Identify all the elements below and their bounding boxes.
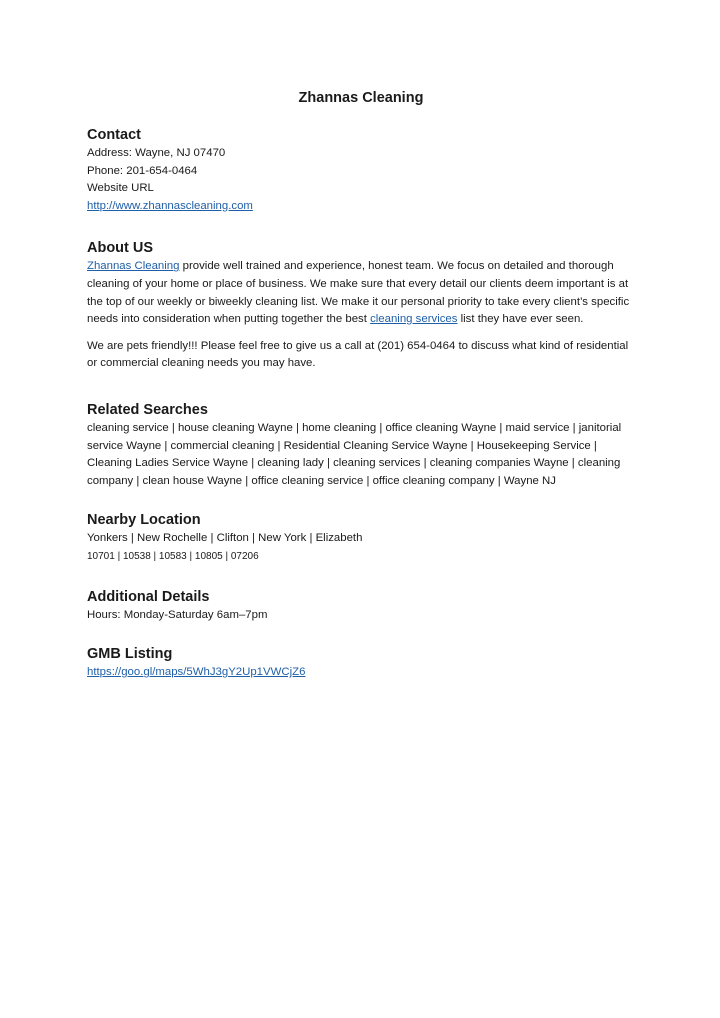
- gmb-link[interactable]: https://goo.gl/maps/5WhJ3gY2Up1VWCjZ6: [87, 666, 306, 679]
- about-paragraph-1-tail: list they have ever seen.: [457, 313, 584, 326]
- nearby-location-heading: Nearby Location: [87, 512, 201, 529]
- page-title: Zhannas Cleaning: [298, 90, 424, 106]
- cleaning-services-link[interactable]: cleaning services: [370, 313, 458, 326]
- nearby-location-section: [87, 510, 635, 565]
- related-searches-heading: Related Searches: [87, 401, 208, 418]
- contact-phone: Phone: 201-654-0464: [87, 164, 198, 177]
- contact-heading: Contact: [87, 127, 141, 143]
- related-searches-section: [87, 400, 635, 490]
- contact-section: [87, 125, 635, 215]
- contact-address: Address: Wayne, NJ 07470: [87, 147, 226, 159]
- additional-details-heading: Additional Details: [87, 588, 210, 605]
- contact-website-label: Website URL: [87, 182, 154, 195]
- website-link[interactable]: http://www.zhannascleaning.com: [87, 199, 253, 212]
- gmb-listing-heading: GMB Listing: [87, 646, 173, 663]
- nearby-zip-codes: 10701 | 10538 | 10583 | 10805 | 07206: [87, 550, 259, 562]
- gmb-listing-section: [87, 644, 635, 682]
- about-paragraph-1: [87, 258, 635, 328]
- nearby-cities: Yonkers | New Rochelle | Clifton | New York | Elizabeth: [87, 532, 363, 545]
- company-name-link[interactable]: Zhannas Cleaning: [87, 260, 180, 273]
- about-section: [87, 238, 635, 373]
- business-hours: Hours: Monday-Saturday 6am–7pm: [87, 608, 268, 621]
- about-paragraph-1-text: provide well trained and experience, honest team. We focus on detailed and thorough cleaning of your home or place of business. We make sure that every detail our clients deem important is at the top of our weekly or biweekly cleaning list. We make it our personal priority to take every client’s specific needs into consideration when putting together the best: [87, 260, 630, 326]
- gmb-link-row: [87, 664, 635, 682]
- related-searches-text: cleaning service | house cleaning Wayne | home cleaning | office cleaning Wayne | maid service | janitorial service Wayne | commercial cleaning | Residential Cleaning Service Wayne | Housekeeping Service | Cleaning Ladies Service Wayne | cleaning lady | cleaning services | cleaning companies Wayne | cleaning company | clean house Wayne | office cleaning service | office cleaning company | Wayne NJ: [87, 421, 622, 487]
- additional-details-section: [87, 587, 635, 625]
- contact-website-row: [87, 198, 635, 216]
- about-paragraph-2: We are pets friendly!!! Please feel free to give us a call at (201) 654-0464 to discuss what kind of residential or commercial cleaning needs you may have.: [87, 339, 629, 370]
- document-content: [87, 88, 635, 682]
- about-heading: About US: [87, 240, 154, 257]
